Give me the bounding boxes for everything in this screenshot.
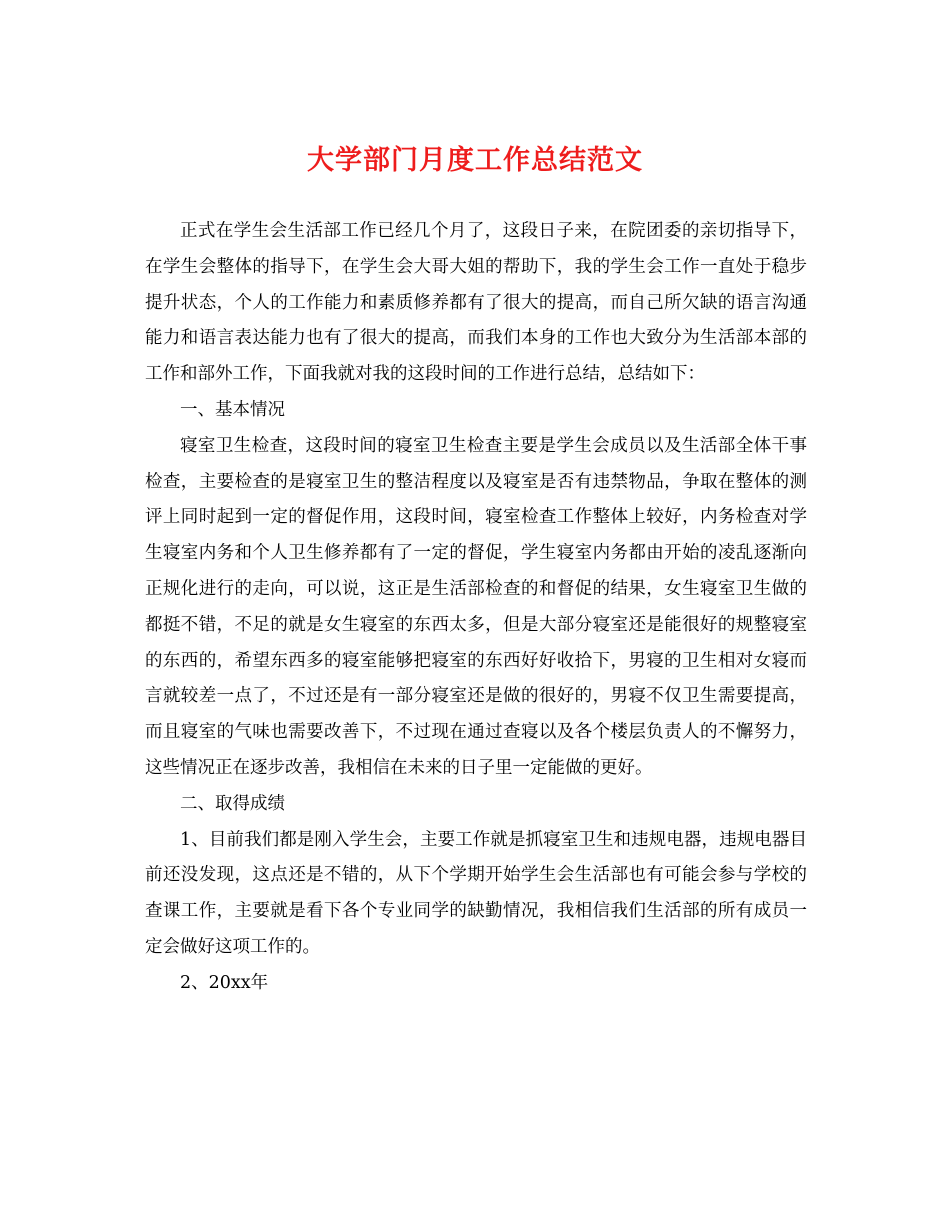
section-heading-achievements: 二、取得成绩 [180, 793, 285, 814]
paragraph-achievement-2: 2、20xx年 [180, 972, 269, 993]
section-heading-basic-situation: 一、基本情况 [180, 399, 285, 420]
paragraph-achievement-1: 1、目前我们都是刚入学生会，主要工作就是抓寝室卫生和违规电器，违规电器目前还没发现，这点还是不错的，从下个学期开始学生会生活部也有可能会参与学校的查课工作，主要就是看下各个专业同学的缺勤情况，我相信我们生活部的所有成员一定会做好这项工作的。 [145, 829, 807, 957]
document-title: 大学部门月度工作总结范文 [307, 145, 643, 176]
document-body [145, 214, 807, 1002]
paragraph-dorm-inspection: 寝室卫生检查，这段时间的寝室卫生检查主要是学生会成员以及生活部全体干事检查，主要检查的是寝室卫生的整洁程度以及寝室是否有违禁物品，争取在整体的测评上同时起到一定的督促作用，这段时间，寝室检查工作整体上较好，内务检查对学生寝室内务和个人卫生修养都有了一定的督促，学生寝室内务都由开始的凌乱逐渐向正规化进行的走向，可以说，这正是生活部检查的和督促的结果，女生寝室卫生做的都挺不错，不足的就是女生寝室的东西太多，但是大部分寝室还是能很好的规整寝室的东西的，希望东西多的寝室能够把寝室的东西好好收拾下，男寝的卫生相对女寝而言就较差一点了，不过还是有一部分寝室还是做的很好的，男寝不仅卫生需要提高，而且寝室的气味也需要改善下，不过现在通过查寝以及各个楼层负责人的不懈努力，这些情况正在逐步改善，我相信在未来的日子里一定能做的更好。 [145, 435, 807, 778]
paragraph-intro: 正式在学生会生活部工作已经几个月了，这段日子来，在院团委的亲切指导下，在学生会整体的指导下，在学生会大哥大姐的帮助下，我的学生会工作一直处于稳步提升状态，个人的工作能力和素质修养都有了很大的提高，而自己所欠缺的语言沟通能力和语言表达能力也有了很大的提高，而我们本身的工作也大致分为生活部本部的工作和部外工作，下面我就对我的这段时间的工作进行总结，总结如下： [145, 221, 807, 385]
